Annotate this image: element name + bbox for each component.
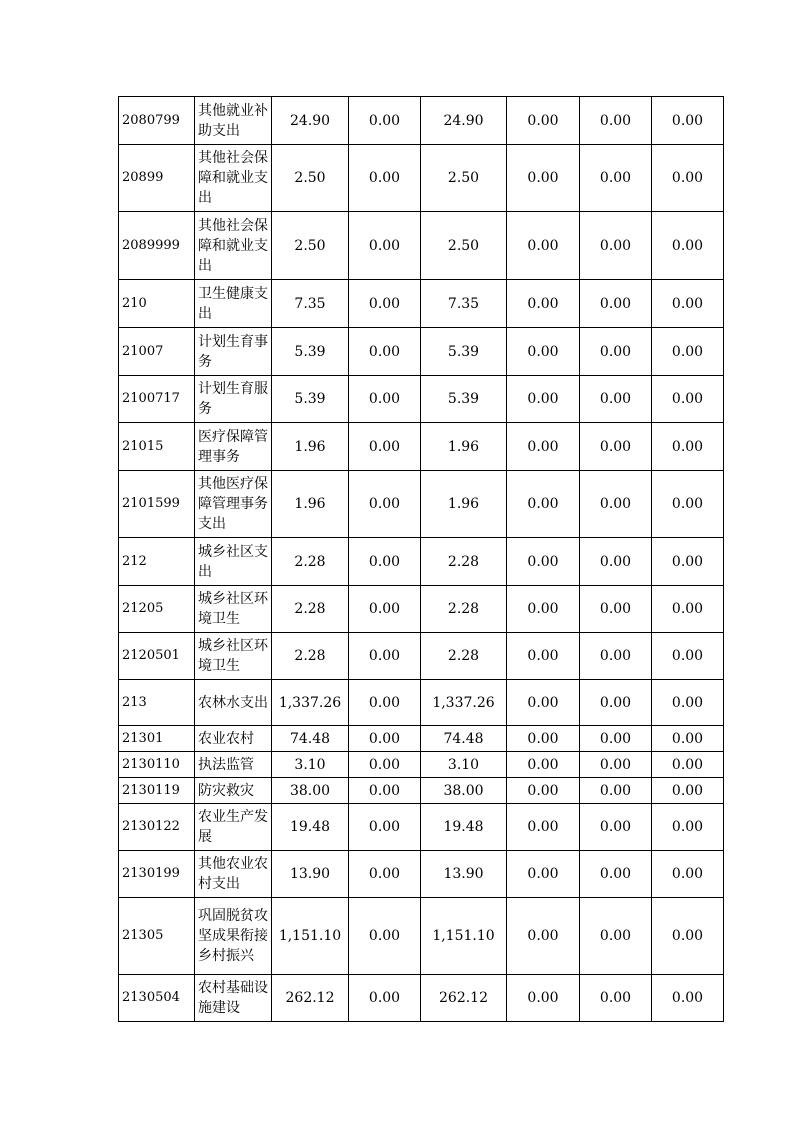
table-row (119, 423, 724, 471)
amount-cell: 5.39 (421, 376, 507, 423)
amount-cell: 0.00 (652, 633, 724, 680)
subject-code-cell: 2130110 (119, 752, 195, 778)
amount-cell: 1.96 (272, 423, 349, 471)
amount-cell: 0.00 (507, 538, 580, 586)
amount-cell: 0.00 (507, 97, 580, 145)
amount-cell: 0.00 (580, 975, 652, 1022)
subject-name-cell: 卫生健康支出 (195, 280, 272, 328)
amount-cell: 0.00 (507, 376, 580, 423)
subject-name-cell: 城乡社区环境卫生 (195, 586, 272, 633)
amount-cell: 0.00 (652, 145, 724, 212)
amount-cell: 2.28 (421, 538, 507, 586)
subject-code-cell: 2080799 (119, 97, 195, 145)
table-row (119, 538, 724, 586)
amount-cell: 0.00 (652, 804, 724, 851)
subject-name-cell: 其他医疗保障管理事务支出 (195, 471, 272, 538)
subject-name-cell: 城乡社区支出 (195, 538, 272, 586)
amount-cell: 5.39 (272, 328, 349, 376)
subject-code-cell: 213 (119, 680, 195, 726)
amount-cell: 0.00 (652, 726, 724, 752)
amount-cell: 0.00 (580, 752, 652, 778)
subject-name-cell: 计划生育服务 (195, 376, 272, 423)
subject-code-cell: 2120501 (119, 633, 195, 680)
amount-cell: 0.00 (652, 280, 724, 328)
amount-cell: 0.00 (580, 680, 652, 726)
amount-cell: 0.00 (652, 898, 724, 975)
subject-code-cell: 2130504 (119, 975, 195, 1022)
subject-name-cell: 计划生育事务 (195, 328, 272, 376)
amount-cell: 0.00 (507, 680, 580, 726)
table-row (119, 376, 724, 423)
subject-code-cell: 21205 (119, 586, 195, 633)
table-body (119, 97, 724, 1022)
amount-cell: 0.00 (507, 778, 580, 804)
table-row (119, 752, 724, 778)
table-row (119, 778, 724, 804)
amount-cell: 0.00 (507, 586, 580, 633)
subject-code-cell: 2130122 (119, 804, 195, 851)
amount-cell: 1.96 (272, 471, 349, 538)
amount-cell: 0.00 (580, 423, 652, 471)
amount-cell: 0.00 (349, 212, 421, 280)
amount-cell: 0.00 (652, 538, 724, 586)
amount-cell: 0.00 (349, 898, 421, 975)
amount-cell: 0.00 (349, 804, 421, 851)
subject-code-cell: 2130199 (119, 851, 195, 898)
amount-cell: 0.00 (349, 633, 421, 680)
amount-cell: 0.00 (507, 804, 580, 851)
amount-cell: 2.28 (421, 633, 507, 680)
subject-name-cell: 农林水支出 (195, 680, 272, 726)
amount-cell: 0.00 (507, 851, 580, 898)
amount-cell: 0.00 (507, 212, 580, 280)
amount-cell: 0.00 (349, 280, 421, 328)
amount-cell: 0.00 (652, 328, 724, 376)
amount-cell: 1.96 (421, 471, 507, 538)
amount-cell: 13.90 (421, 851, 507, 898)
amount-cell: 0.00 (507, 145, 580, 212)
amount-cell: 0.00 (507, 726, 580, 752)
table-row (119, 633, 724, 680)
table-row (119, 328, 724, 376)
table-row (119, 726, 724, 752)
subject-name-cell: 巩固脱贫攻坚成果衔接乡村振兴 (195, 898, 272, 975)
amount-cell: 5.39 (272, 376, 349, 423)
table-row (119, 804, 724, 851)
amount-cell: 0.00 (580, 280, 652, 328)
amount-cell: 0.00 (349, 586, 421, 633)
amount-cell: 0.00 (507, 898, 580, 975)
amount-cell: 1,151.10 (272, 898, 349, 975)
amount-cell: 1.96 (421, 423, 507, 471)
amount-cell: 0.00 (580, 328, 652, 376)
amount-cell: 0.00 (580, 145, 652, 212)
amount-cell: 0.00 (349, 851, 421, 898)
amount-cell: 1,337.26 (421, 680, 507, 726)
subject-code-cell: 212 (119, 538, 195, 586)
amount-cell: 0.00 (652, 851, 724, 898)
amount-cell: 2.50 (272, 145, 349, 212)
table-row (119, 680, 724, 726)
amount-cell: 0.00 (349, 97, 421, 145)
subject-code-cell: 21015 (119, 423, 195, 471)
amount-cell: 0.00 (652, 752, 724, 778)
budget-table (118, 96, 724, 1022)
amount-cell: 3.10 (272, 752, 349, 778)
table-row (119, 898, 724, 975)
amount-cell: 2.50 (421, 145, 507, 212)
amount-cell: 2.28 (272, 586, 349, 633)
amount-cell: 0.00 (349, 778, 421, 804)
amount-cell: 0.00 (652, 471, 724, 538)
amount-cell: 0.00 (349, 538, 421, 586)
amount-cell: 24.90 (421, 97, 507, 145)
amount-cell: 38.00 (272, 778, 349, 804)
amount-cell: 0.00 (349, 423, 421, 471)
table-row (119, 975, 724, 1022)
amount-cell: 13.90 (272, 851, 349, 898)
amount-cell: 1,151.10 (421, 898, 507, 975)
amount-cell: 19.48 (421, 804, 507, 851)
subject-code-cell: 2101599 (119, 471, 195, 538)
amount-cell: 0.00 (580, 538, 652, 586)
subject-name-cell: 城乡社区环境卫生 (195, 633, 272, 680)
amount-cell: 0.00 (580, 726, 652, 752)
amount-cell: 2.28 (421, 586, 507, 633)
amount-cell: 0.00 (652, 212, 724, 280)
amount-cell: 2.28 (272, 633, 349, 680)
table-row (119, 145, 724, 212)
amount-cell: 38.00 (421, 778, 507, 804)
table-row (119, 851, 724, 898)
amount-cell: 2.50 (272, 212, 349, 280)
subject-code-cell: 2089999 (119, 212, 195, 280)
subject-name-cell: 农村基础设施建设 (195, 975, 272, 1022)
amount-cell: 0.00 (507, 280, 580, 328)
subject-code-cell: 21301 (119, 726, 195, 752)
subject-name-cell: 其他社会保障和就业支出 (195, 145, 272, 212)
amount-cell: 0.00 (580, 898, 652, 975)
amount-cell: 0.00 (507, 471, 580, 538)
amount-cell: 0.00 (580, 851, 652, 898)
table-row (119, 97, 724, 145)
subject-code-cell: 21007 (119, 328, 195, 376)
amount-cell: 3.10 (421, 752, 507, 778)
amount-cell: 0.00 (349, 975, 421, 1022)
subject-name-cell: 其他就业补助支出 (195, 97, 272, 145)
amount-cell: 0.00 (652, 376, 724, 423)
amount-cell: 19.48 (272, 804, 349, 851)
subject-code-cell: 20899 (119, 145, 195, 212)
amount-cell: 0.00 (580, 778, 652, 804)
amount-cell: 0.00 (349, 752, 421, 778)
amount-cell: 262.12 (272, 975, 349, 1022)
amount-cell: 0.00 (507, 633, 580, 680)
amount-cell: 0.00 (652, 975, 724, 1022)
subject-name-cell: 防灾救灾 (195, 778, 272, 804)
amount-cell: 0.00 (652, 423, 724, 471)
amount-cell: 0.00 (652, 97, 724, 145)
subject-name-cell: 其他农业农村支出 (195, 851, 272, 898)
amount-cell: 0.00 (580, 471, 652, 538)
amount-cell: 0.00 (349, 376, 421, 423)
amount-cell: 74.48 (272, 726, 349, 752)
amount-cell: 262.12 (421, 975, 507, 1022)
subject-code-cell: 2130119 (119, 778, 195, 804)
table-row (119, 586, 724, 633)
amount-cell: 0.00 (580, 633, 652, 680)
amount-cell: 0.00 (652, 778, 724, 804)
amount-cell: 0.00 (652, 680, 724, 726)
amount-cell: 0.00 (507, 752, 580, 778)
subject-name-cell: 执法监管 (195, 752, 272, 778)
subject-name-cell: 农业生产发展 (195, 804, 272, 851)
subject-code-cell: 2100717 (119, 376, 195, 423)
amount-cell: 0.00 (349, 328, 421, 376)
subject-code-cell: 210 (119, 280, 195, 328)
amount-cell: 0.00 (580, 97, 652, 145)
table-row (119, 212, 724, 280)
amount-cell: 0.00 (507, 328, 580, 376)
amount-cell: 1,337.26 (272, 680, 349, 726)
amount-cell: 0.00 (349, 471, 421, 538)
amount-cell: 0.00 (349, 145, 421, 212)
subject-name-cell: 农业农村 (195, 726, 272, 752)
amount-cell: 0.00 (652, 586, 724, 633)
amount-cell: 2.28 (272, 538, 349, 586)
subject-name-cell: 医疗保障管理事务 (195, 423, 272, 471)
amount-cell: 0.00 (580, 376, 652, 423)
amount-cell: 0.00 (580, 804, 652, 851)
amount-cell: 0.00 (349, 680, 421, 726)
amount-cell: 0.00 (349, 726, 421, 752)
amount-cell: 0.00 (580, 212, 652, 280)
amount-cell: 74.48 (421, 726, 507, 752)
amount-cell: 7.35 (272, 280, 349, 328)
amount-cell: 2.50 (421, 212, 507, 280)
amount-cell: 7.35 (421, 280, 507, 328)
amount-cell: 24.90 (272, 97, 349, 145)
amount-cell: 5.39 (421, 328, 507, 376)
table-row (119, 471, 724, 538)
subject-name-cell: 其他社会保障和就业支出 (195, 212, 272, 280)
amount-cell: 0.00 (507, 423, 580, 471)
table-row (119, 280, 724, 328)
amount-cell: 0.00 (507, 975, 580, 1022)
subject-code-cell: 21305 (119, 898, 195, 975)
amount-cell: 0.00 (580, 586, 652, 633)
